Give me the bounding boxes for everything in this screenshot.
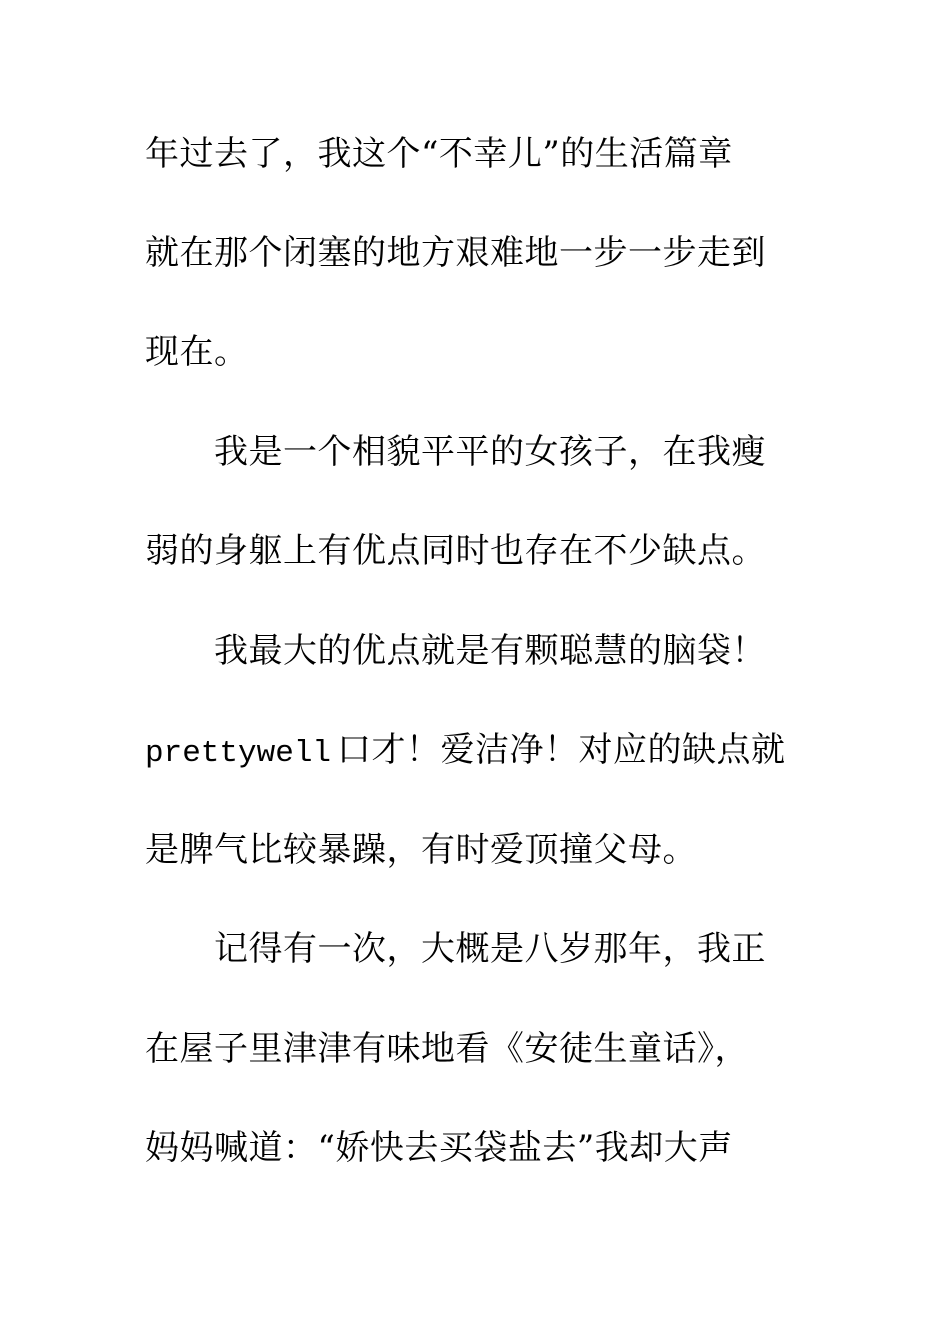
paragraph-start-line: 记得有一次，大概是八岁那年，我正 — [214, 929, 766, 969]
paragraph-start-line: 我最大的优点就是有颗聪慧的脑袋！ — [214, 631, 766, 671]
text-line: 弱的身躯上有优点同时也存在不少缺点。 — [145, 531, 766, 571]
text-line: 是脾气比较暴躁，有时爱顶撞父母。 — [145, 830, 697, 870]
text-fragment: 口才！爱洁净！对应的缺点就 — [337, 730, 786, 770]
text-line: 在屋子里津津有味地看《安徒生童话》， — [145, 1029, 749, 1069]
text-line: 年过去了，我这个“不幸儿”的生活篇章 — [145, 134, 733, 174]
paragraph-start-line: 我是一个相貌平平的女孩子，在我瘦 — [214, 432, 766, 472]
latin-word: prettywell — [145, 736, 332, 771]
mixed-text-line — [145, 730, 786, 774]
text-line: 就在那个闭塞的地方艰难地一步一步走到 — [145, 233, 766, 273]
text-line: 现在。 — [145, 332, 249, 372]
text-line: 妈妈喊道：“娇快去买袋盐去”我却大声 — [145, 1128, 733, 1168]
